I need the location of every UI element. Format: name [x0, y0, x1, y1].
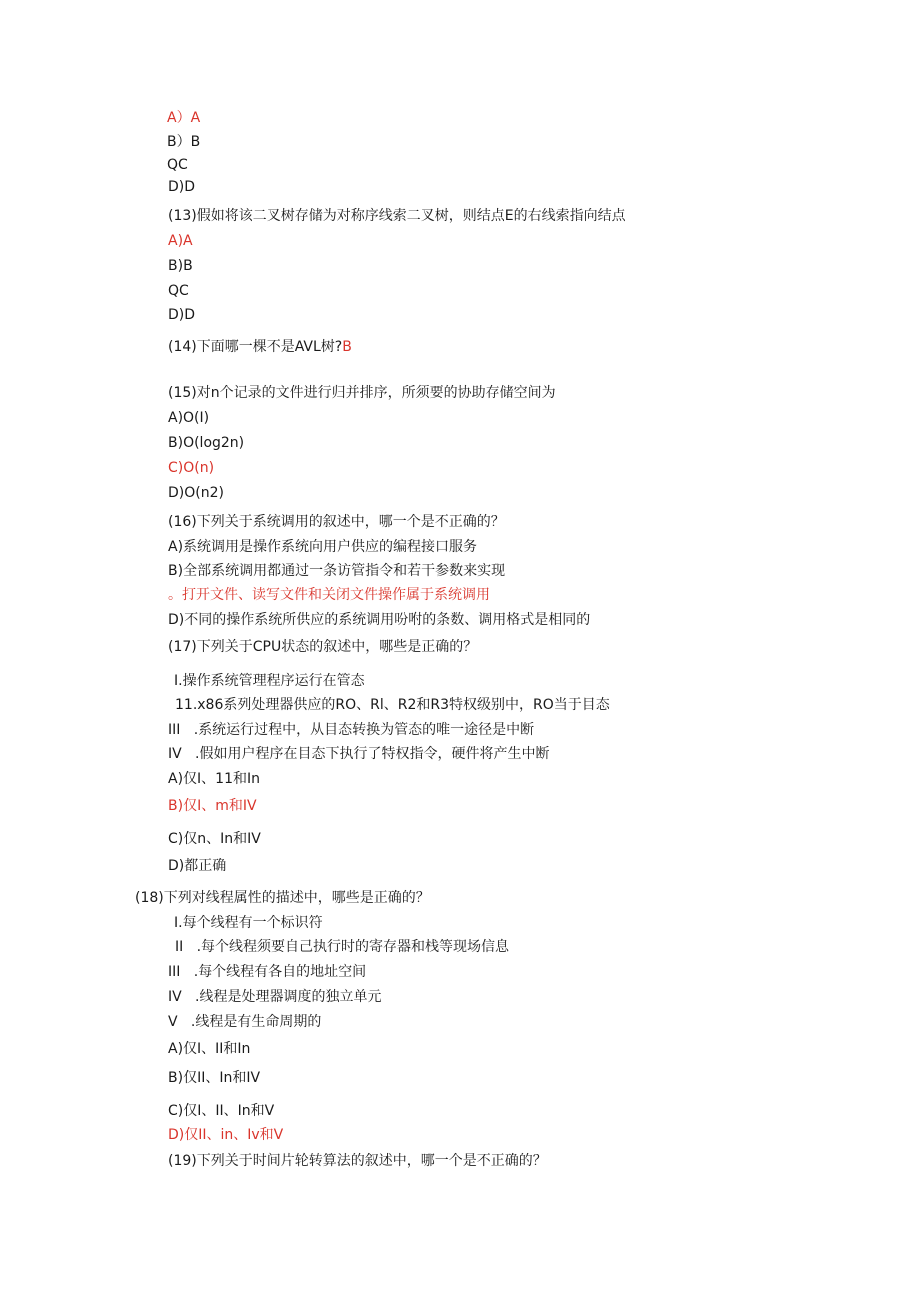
q15-option-c: C)O(n)	[168, 460, 215, 476]
q14-answer: B	[342, 339, 352, 355]
q16-option-d: D)不同的操作系统所供应的系统调用吩咐的条数、调用格式是相同的	[168, 612, 591, 628]
q18-question: (18)下列对线程属性的描述中，哪些是正确的？	[135, 890, 430, 906]
q13-option-a: A)A	[168, 233, 193, 249]
q17-option-a: A)仅I、11和In	[168, 771, 260, 787]
q16-option-c: 。打开文件、读写文件和关闭文件操作属于系统调用	[168, 587, 490, 603]
q13-option-d: D)D	[168, 307, 196, 323]
q17-question: (17)下列关于CPU状态的叙述中，哪些是正确的？	[168, 639, 478, 655]
q16-option-b: B)全部系统调用都通过一条访管指令和若干参数来实现	[168, 563, 506, 579]
q18-option-b: B)仅II、In和IV	[168, 1070, 261, 1086]
q18-option-d: D)仅II、in、Iv和V	[168, 1127, 284, 1143]
q14-question-text: (14)下面哪一棵不是AVL树?	[168, 339, 343, 355]
q13-option-c: QC	[168, 283, 189, 299]
q18-statement-4: IV .线程是处理器调度的独立单元	[168, 989, 382, 1005]
q16-option-a: A)系统调用是操作系统向用户供应的编程接口服务	[168, 539, 478, 555]
q18-statement-2: II .每个线程须要自己执行时的寄存器和栈等现场信息	[175, 939, 510, 955]
q19-question: (19)下列关于时间片轮转算法的叙述中，哪一个是不正确的？	[168, 1153, 547, 1169]
q17-statement-2: 11.x86系列处理器供应的RO、Rl、R2和R3特权级别中，RO当于目态	[175, 697, 610, 713]
q18-statement-3: III .每个线程有各自的地址空间	[168, 964, 367, 980]
q15-option-a: A)O(I)	[168, 410, 210, 426]
q17-statement-4: IV .假如用户程序在目态下执行了特权指令，硬件将产生中断	[168, 746, 550, 762]
q12-option-c: QC	[167, 157, 188, 173]
q13-question: (13)假如将该二叉树存储为对称序线索二叉树，则结点E的右线索指向结点	[168, 208, 626, 224]
q18-option-c: C)仅I、II、In和V	[168, 1103, 275, 1119]
q18-statement-1: I.每个线程有一个标识符	[174, 915, 323, 931]
q13-option-b: B)B	[168, 258, 193, 274]
q17-option-b: B)仅I、m和IV	[168, 798, 257, 814]
q12-option-d: D)D	[168, 179, 196, 195]
q18-option-a: A)仅I、II和In	[168, 1041, 251, 1057]
q12-option-b: B）B	[167, 134, 201, 150]
q17-option-d: D)都正确	[168, 858, 227, 874]
q15-question: (15)对n个记录的文件进行归并排序，所须要的协助存储空间为	[168, 385, 556, 401]
q16-question: (16)下列关于系统调用的叙述中，哪一个是不正确的？	[168, 514, 505, 530]
q14-question	[168, 338, 352, 356]
q18-statement-5: V .线程是有生命周期的	[168, 1014, 322, 1030]
q17-option-c: C)仅n、In和IV	[168, 831, 261, 847]
q17-statement-3: III .系统运行过程中，从目态转换为管态的唯一途径是中断	[168, 722, 535, 738]
q15-option-d: D)O(n2)	[168, 485, 224, 501]
q15-option-b: B)O(log2n)	[168, 435, 245, 451]
q12-option-a: A）A	[167, 110, 201, 126]
q17-statement-1: I.操作系统管理程序运行在管态	[174, 673, 365, 689]
